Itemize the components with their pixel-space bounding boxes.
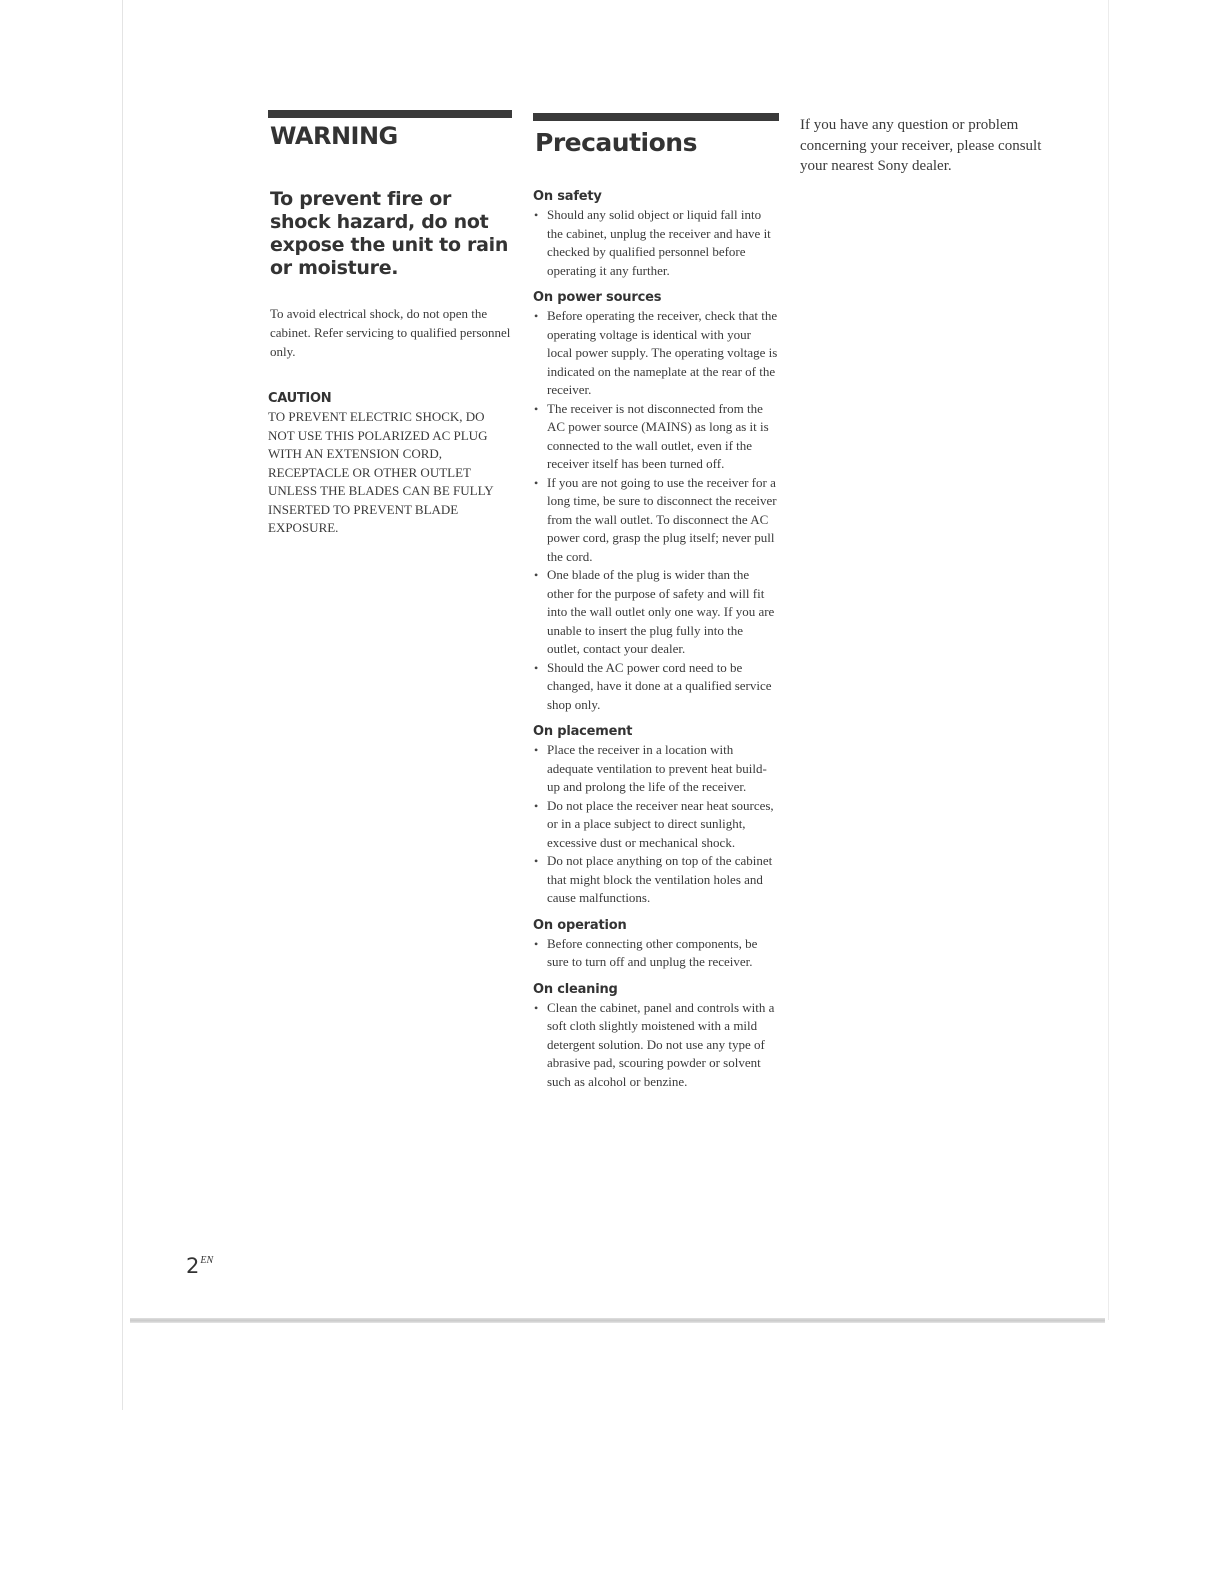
section-on-placement <box>533 724 779 908</box>
list-item: • Should any solid object or liquid fall into the cabinet, unplug the receiver and have it checked by qualified personnel before operating it any further. <box>533 206 779 280</box>
list-item: • Should the AC power cord need to be changed, have it done at a qualified service shop only. <box>533 659 779 715</box>
warning-column <box>268 0 512 538</box>
list-item: • Before connecting other components, be sure to turn off and unplug the receiver. <box>533 935 779 972</box>
section-on-operation <box>533 918 779 972</box>
contact-column <box>800 0 1060 177</box>
section-on-cleaning <box>533 982 779 1092</box>
section-title: On placement <box>533 724 633 739</box>
section-on-safety <box>533 189 779 280</box>
list-item: • Clean the cabinet, panel and controls with a soft cloth slightly moistened with a mild detergent solution. Do not use any type of abrasive pad, scouring powder or solvent such as alcohol or benzine. <box>533 999 779 1092</box>
section-title: On cleaning <box>533 981 618 997</box>
caution-title: CAUTION <box>268 391 332 406</box>
bullet-list <box>533 206 779 280</box>
precautions-title: Precautions <box>535 128 697 157</box>
list-item: • Before operating the receiver, check that the operating voltage is identical with your local power supply. The operating voltage is indicated on the nameplate at the rear of the receiver. <box>533 307 779 400</box>
bullet-list <box>533 935 779 972</box>
contact-text: If you have any question or problem concerning your receiver, please consult your nearest Sony dealer. <box>800 117 1042 174</box>
warning-title: WARNING <box>270 122 398 150</box>
section-title: On power sources <box>533 290 662 305</box>
warning-header-bar <box>268 110 512 118</box>
list-item: • The receiver is not disconnected from the AC power source (MAINS) as long as it is connected to the wall outlet, even if the receiver itself has been turned off. <box>533 400 779 474</box>
page-number-value: 2 <box>186 1254 200 1278</box>
list-item: • Do not place anything on top of the cabinet that might block the ventilation holes and cause malfunctions. <box>533 852 779 908</box>
bullet-list <box>533 741 779 908</box>
page-left-edge <box>122 0 123 1410</box>
page-right-edge <box>1108 0 1109 1320</box>
bottom-rule <box>130 1318 1105 1323</box>
section-title: On safety <box>533 189 602 204</box>
caution-body: TO PREVENT ELECTRIC SHOCK, DO NOT USE THIS POLARIZED AC PLUG WITH AN EXTENSION CORD, RECEPTACLE OR OTHER OUTLET UNLESS THE BLADES CAN BE FULLY INSERTED TO PREVENT BLADE EXPOSURE. <box>268 409 494 535</box>
page-language-suffix: EN <box>200 1255 214 1266</box>
section-on-power-sources <box>533 290 779 714</box>
precautions-column <box>533 0 779 1091</box>
bullet-list <box>533 307 779 714</box>
list-item: • One blade of the plug is wider than the other for the purpose of safety and will fit into the wall outlet only one way. If you are unable to insert the plug fully into the outlet, contact your dealer. <box>533 566 779 659</box>
page-number <box>186 1254 213 1278</box>
list-item: • If you are not going to use the receiver for a long time, be sure to disconnect the receiver from the wall outlet. To disconnect the AC power cord, grasp the plug itself; never pull the cord. <box>533 474 779 567</box>
bullet-list <box>533 999 779 1092</box>
precautions-header-bar <box>533 113 779 121</box>
warning-lead: To prevent fire or shock hazard, do not expose the unit to rain or moisture. <box>270 188 509 279</box>
list-item: • Place the receiver in a location with adequate ventilation to prevent heat build-up and prolong the life of the receiver. <box>533 741 779 797</box>
list-item: • Do not place the receiver near heat sources, or in a place subject to direct sunlight, excessive dust or mechanical shock. <box>533 797 779 853</box>
section-title: On operation <box>533 917 627 933</box>
warning-body: To avoid electrical shock, do not open the cabinet. Refer servicing to qualified personnel only. <box>270 306 511 359</box>
